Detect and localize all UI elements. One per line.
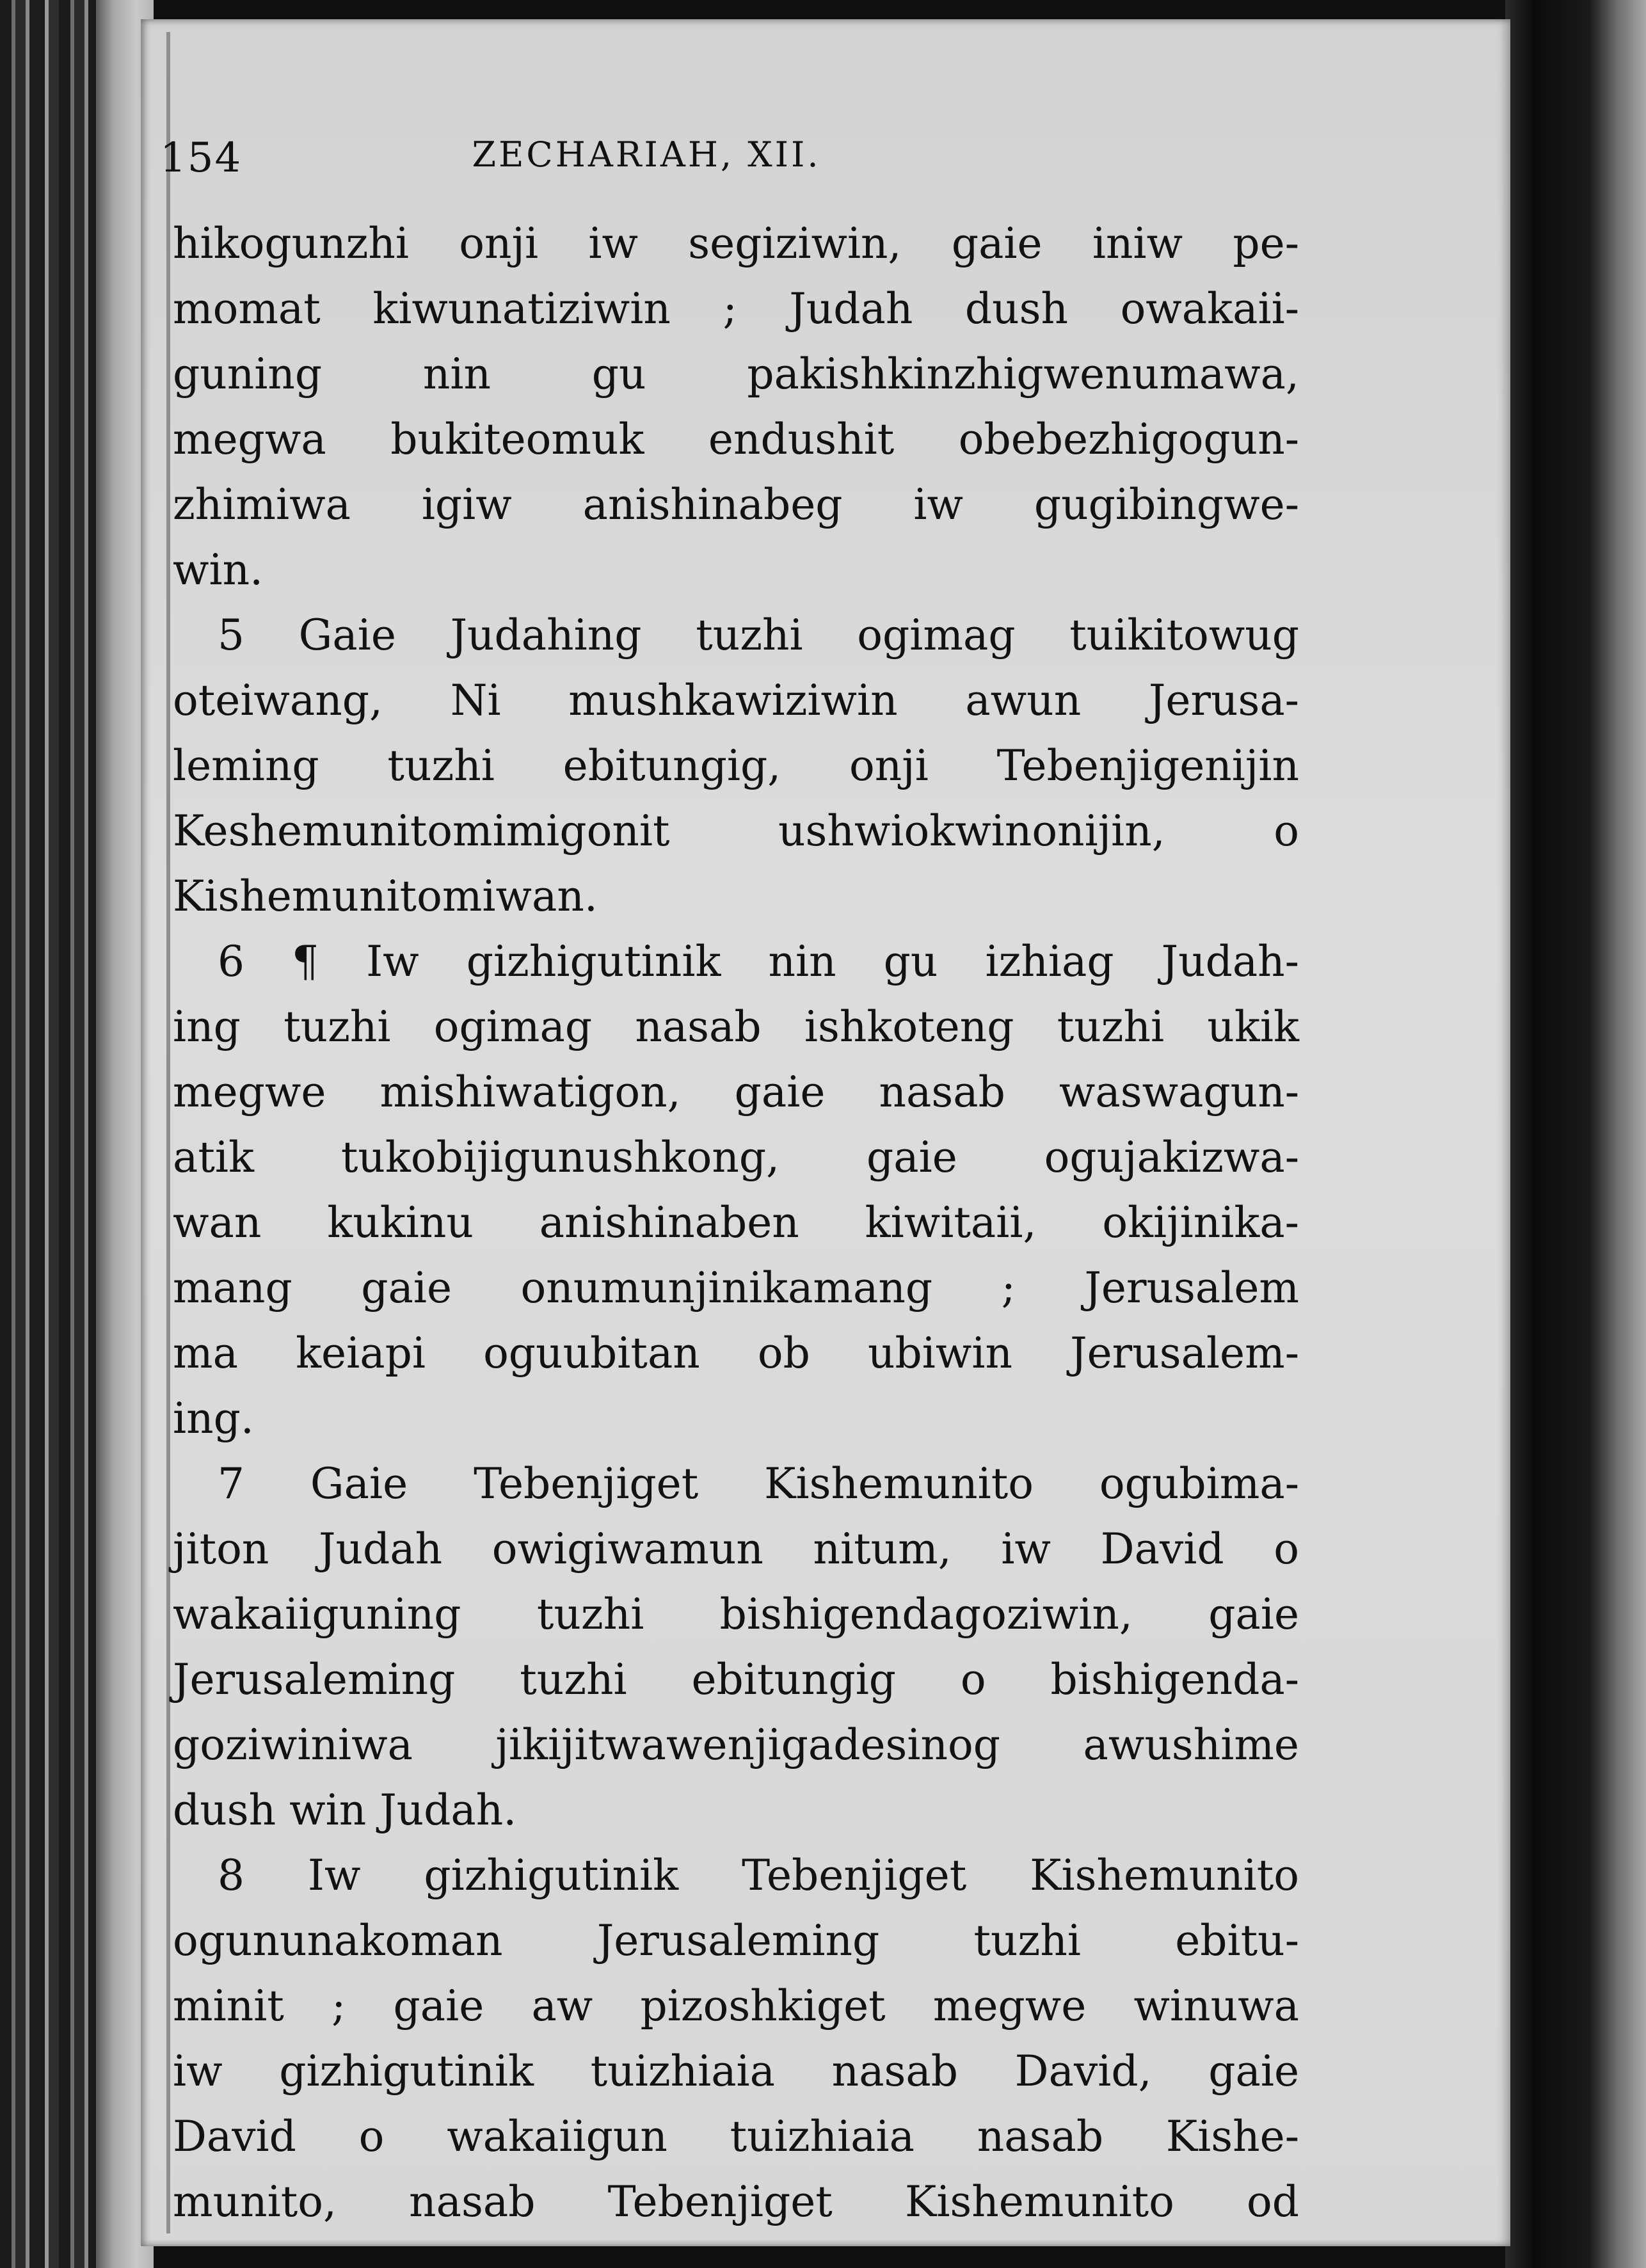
verse-5-start: 5 Gaie Judahing tuzhi ogimag tuikitowug xyxy=(218,611,1299,660)
text-line: megwe mishiwatigon, gaie nasab waswagun- xyxy=(173,1067,1299,1117)
verse-8-start: 8 Iw gizhigutinik Tebenjiget Kishemunito xyxy=(218,1851,1299,1900)
text-line: Jerusaleming tuzhi ebitungig o bishigenda- xyxy=(173,1655,1299,1704)
text-line: minit ; gaie aw pizoshkiget megwe winuwa xyxy=(173,1981,1299,2031)
text-line: leming tuzhi ebitungig, onji Tebenjigenijin xyxy=(173,741,1299,790)
page-number: 154 xyxy=(160,134,243,182)
text-line: momat kiwunatiziwin ; Judah dush owakaii- xyxy=(173,284,1299,333)
text-line: dush win Judah. xyxy=(173,1785,517,1835)
verse-6-start: 6 ¶ Iw gizhigutinik nin gu izhiag Judah- xyxy=(218,937,1299,986)
running-head: ZECHARIAH, XII. xyxy=(472,134,821,175)
text-line: wakaiiguning tuzhi bishigendagoziwin, gaie xyxy=(173,1590,1299,1639)
page-gutter-line xyxy=(166,32,170,2233)
text-line: iw gizhigutinik tuizhiaia nasab David, gaie xyxy=(173,2047,1299,2096)
text-line: zhimiwa igiw anishinabeg iw gugibingwe- xyxy=(173,480,1299,529)
text-line: David o wakaiigun tuizhiaia nasab Kishe- xyxy=(173,2112,1299,2161)
left-page-edges xyxy=(0,0,147,2268)
text-line: goziwiniwa jikijitwawenjigadesinog awushime xyxy=(173,1720,1299,1769)
text-line: oteiwang, Ni mushkawiziwin awun Jerusa- xyxy=(173,676,1299,725)
body-text xyxy=(173,211,1299,2235)
text-line: ing tuzhi ogimag nasab ishkoteng tuzhi ukik xyxy=(173,1002,1299,1051)
text-line: win. xyxy=(173,545,264,595)
verse-7-start: 7 Gaie Tebenjiget Kishemunito ogubima- xyxy=(218,1459,1299,1508)
text-line: ma keiapi oguubitan ob ubiwin Jerusalem- xyxy=(173,1329,1299,1378)
text-line: ing. xyxy=(173,1394,254,1443)
text-line: atik tukobijigunushkong, gaie ogujakizwa- xyxy=(173,1133,1299,1182)
text-line: megwa bukiteomuk endushit obebezhigogun- xyxy=(173,415,1299,464)
text-line: Keshemunitomimigonit ushwiokwinonijin, o xyxy=(173,806,1299,856)
text-line: ogununakoman Jerusaleming tuzhi ebitu- xyxy=(173,1916,1299,1965)
book-spine-shadow xyxy=(1505,0,1646,2268)
text-line: mang gaie onumunjinikamang ; Jerusalem xyxy=(173,1263,1299,1313)
page-header xyxy=(160,134,1120,192)
text-line: wan kukinu anishinaben kiwitaii, okijinika- xyxy=(173,1198,1299,1247)
text-line: hikogunzhi onji iw segiziwin, gaie iniw pe- xyxy=(173,219,1299,268)
text-line: jiton Judah owigiwamun nitum, iw David o xyxy=(173,1524,1299,1574)
text-line: Kishemunitomiwan. xyxy=(173,872,598,921)
text-line: munito, nasab Tebenjiget Kishemunito od xyxy=(173,2177,1299,2226)
text-line: guning nin gu pakishkinzhigwenumawa, xyxy=(173,349,1299,399)
